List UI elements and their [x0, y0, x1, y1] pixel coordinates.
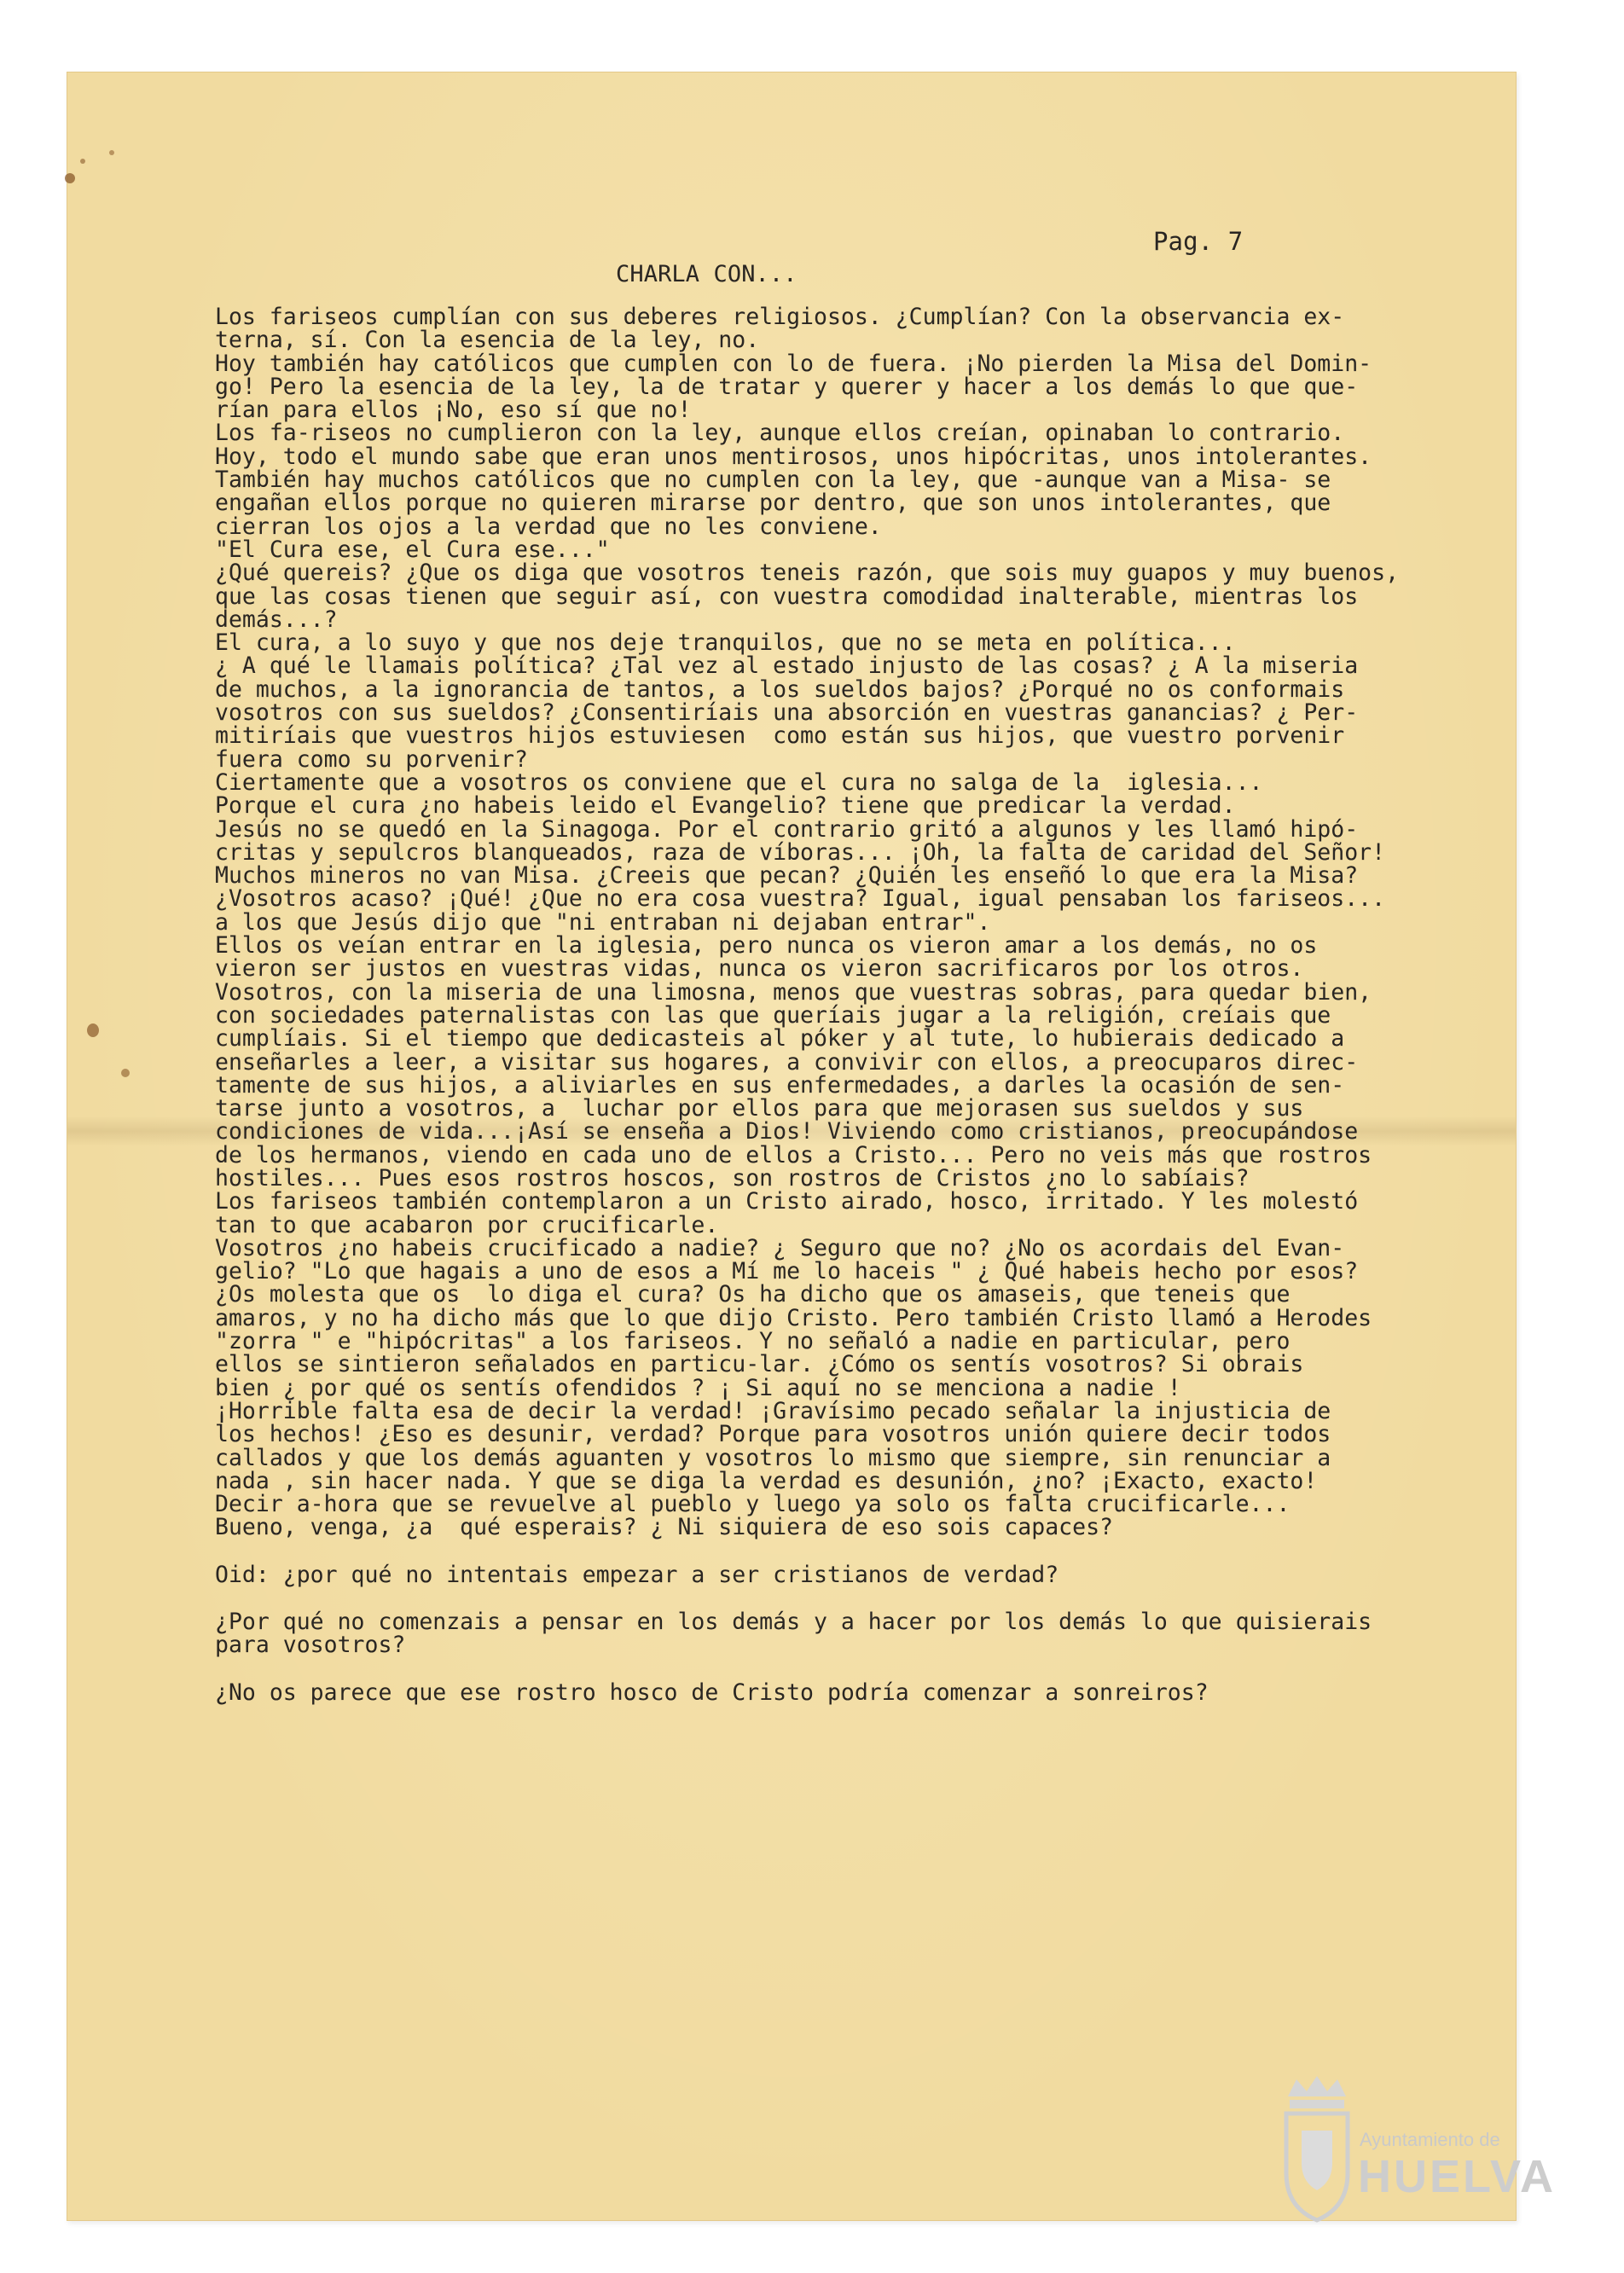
- paragraph-por-que-line: para vosotros?: [215, 1632, 406, 1659]
- paragraph-por-que-line: ¿Por qué no comenzais a pensar en los demás y a hacer por los demás lo que quisierais: [215, 1609, 1372, 1636]
- text-line: bien ¿ por qué os sentís ofendidos ? ¡ Si aquí no se menciona a nadie !: [215, 1374, 1181, 1401]
- rust-stain: [109, 150, 114, 155]
- text-line: de los hermanos, viendo en cada uno de ellos a Cristo... Pero no veis más que rostros: [215, 1141, 1372, 1168]
- text-line: nada , sin hacer nada. Y que se diga la verdad es desunión, ¿no? ¡Exacto, exacto!: [215, 1467, 1318, 1494]
- text-line: callados y que los demás aguanten y vosotros lo mismo que siempre, sin renunciar a: [215, 1444, 1331, 1471]
- text-line: fuera como su porvenir?: [215, 745, 528, 773]
- document-body: [215, 305, 1477, 1704]
- text-line: engañan ellos porque no quieren mirarse por dentro, que son unos intolerantes, que: [215, 490, 1331, 517]
- text-line: ¿ A qué le llamais política? ¿Tal vez al estado injusto de las cosas? ¿ A la miseria: [215, 652, 1359, 680]
- text-line: condiciones de vida...¡Así se enseña a Dios! Viviendo como cristianos, preocupándose: [215, 1118, 1359, 1145]
- text-line: Ellos os veían entrar en la iglesia, pero nunca os vieron amar a los demás, no os: [215, 932, 1318, 960]
- text-line: con sociedades paternalistas con las que queríais jugar a la religión, creíais que: [215, 1001, 1331, 1029]
- text-line: amaros, y no ha dicho más que lo que dijo Cristo. Pero también Cristo llamó a Herodes: [215, 1304, 1372, 1331]
- rust-stain: [80, 159, 85, 164]
- text-line: Vosotros, con la miseria de una limosna, menos que vuestras sobras, para quedar bien,: [215, 978, 1372, 1006]
- text-line: El cura, a lo suyo y que nos deje tranquilos, que no se meta en política...: [215, 629, 1236, 657]
- text-line: hostiles... Pues esos rostros hoscos, son rostros de Cristos ¿no lo sabíais?: [215, 1164, 1250, 1192]
- text-line: Los fa-riseos no cumplieron con la ley, aunque ellos creían, opinaban lo contrario.: [215, 420, 1345, 447]
- text-line: Bueno, venga, ¿a qué esperais? ¿ Ni siquiera de eso sois capaces?: [215, 1514, 1113, 1541]
- text-line: ellos se sintieron señalados en particu-lar. ¿Cómo os sentís vosotros? Si obrais: [215, 1351, 1304, 1378]
- rust-stain: [121, 1069, 130, 1077]
- text-line: Jesús no se quedó en la Sinagoga. Por el contrario gritó a algunos y les llamó hipó-: [215, 815, 1359, 843]
- text-line: Hoy también hay católicos que cumplen con lo de fuera. ¡No pierden la Misa del Domin-: [215, 350, 1372, 377]
- text-line: tan to que acabaron por crucificarle.: [215, 1211, 719, 1238]
- text-line: de muchos, a la ignorancia de tantos, a los sueldos bajos? ¿Porqué no os conformais: [215, 676, 1345, 703]
- text-line: Los fariseos cumplían con sus deberes religiosos. ¿Cumplían? Con la observancia ex-: [215, 304, 1345, 330]
- paragraph-final: ¿No os parece que ese rostro hosco de Cristo podría comenzar a sonreiros?: [215, 1679, 1209, 1706]
- rust-stain: [65, 173, 75, 183]
- text-line: "El Cura ese, el Cura ese...": [215, 536, 610, 563]
- text-line: vieron ser justos en vuestras vidas, nunca os vieron sacrificaros por los otros.: [215, 955, 1304, 983]
- text-line: enseñarles a leer, a visitar sus hogares, a convivir con ellos, a preocuparos direc-: [215, 1048, 1359, 1076]
- text-line: Muchos mineros no van Misa. ¿Creeis que pecan? ¿Quién les enseñó lo que era la Misa?: [215, 862, 1359, 890]
- text-line: los hechos! ¿Eso es desunir, verdad? Porque para vosotros unión quiere decir todos: [215, 1421, 1331, 1448]
- huelva-crest-icon: [1271, 2062, 1556, 2233]
- text-line: rían para ellos ¡No, eso sí que no!: [215, 397, 692, 424]
- text-line: ¿Os molesta que os lo diga el cura? Os ha dicho que os amaseis, que teneis que: [215, 1281, 1290, 1308]
- text-line: terna, sí. Con la esencia de la ley, no.: [215, 327, 760, 354]
- text-line: tarse junto a vosotros, a luchar por ellos para que mejorasen sus sueldos y sus: [215, 1095, 1304, 1122]
- text-line: Decir a-hora que se revuelve al pueblo y luego ya solo os falta crucificarle...: [215, 1491, 1290, 1518]
- text-line: Ciertamente que a vosotros os conviene que el cura no salga de la iglesia...: [215, 768, 1263, 796]
- document-title: CHARLA CON...: [616, 261, 798, 287]
- text-line: También hay muchos católicos que no cumplen con la ley, que -aunque van a Misa- se: [215, 467, 1331, 494]
- text-line: que las cosas tienen que seguir así, con vuestra comodidad inalterable, mientras los: [215, 583, 1359, 610]
- text-line: ¿Qué quereis? ¿Que os diga que vosotros teneis razón, que sois muy guapos y muy buenos,: [215, 560, 1400, 587]
- watermark-line2: HUELVA: [1358, 2151, 1556, 2202]
- text-line: cierran los ojos a la verdad que no les conviene.: [215, 513, 882, 540]
- text-line: vosotros con sus sueldos? ¿Consentiríais una absorción en vuestras ganancias? ¿ Per-: [215, 699, 1359, 727]
- paragraph-oid: Oid: ¿por qué no intentais empezar a ser cristianos de verdad?: [215, 1561, 1059, 1588]
- text-line: go! Pero la esencia de la ley, la de tratar y querer y hacer a los demás lo que que-: [215, 373, 1359, 400]
- text-line: mitiríais que vuestros hijos estuviesen como están sus hijos, que vuestro porvenir: [215, 722, 1345, 750]
- text-line: Porque el cura ¿no habeis leido el Evangelio? tiene que predicar la verdad.: [215, 792, 1236, 820]
- text-line: ¿Vosotros acaso? ¡Qué! ¿Que no era cosa vuestra? Igual, igual pensaban los fariseos...: [215, 885, 1386, 913]
- text-line: critas y sepulcros blanqueados, raza de víboras... ¡Oh, la falta de caridad del Señor!: [215, 838, 1386, 866]
- text-line: demás...?: [215, 606, 338, 633]
- watermark-line1: Ayuntamiento de: [1360, 2129, 1500, 2150]
- text-line: gelio? "Lo que hagais a uno de esos a Mí me lo haceis " ¿ Qué habeis hecho por esos?: [215, 1258, 1359, 1285]
- text-line: tamente de sus hijos, a aliviarles en sus enfermedades, a darles la ocasión de sen-: [215, 1071, 1345, 1099]
- paragraph-gap: [215, 1586, 1477, 1610]
- text-line: a los que Jesús dijo que "ni entraban ni dejaban entrar".: [215, 908, 991, 936]
- paragraph-gap: [215, 1539, 1477, 1563]
- text-line: Hoy, todo el mundo sabe que eran unos mentirosos, unos hipócritas, unos intolerantes.: [215, 443, 1372, 470]
- text-line: cumplíais. Si el tiempo que dedicasteis al póker y al tute, lo hubierais dedicado a: [215, 1025, 1345, 1052]
- text-line: Vosotros ¿no habeis crucificado a nadie? ¿ Seguro que no? ¿No os acordais del Evan-: [215, 1234, 1345, 1261]
- text-line: ¡Horrible falta esa de decir la verdad! ¡Gravísimo pecado señalar la injusticia de: [215, 1397, 1331, 1424]
- page-number: Pag. 7: [1153, 227, 1244, 256]
- text-line: "zorra " e "hipócritas" a los fariseos. Y no señaló a nadie en particular, pero: [215, 1328, 1290, 1355]
- watermark-logo: [1271, 2062, 1556, 2233]
- rust-stain: [87, 1023, 99, 1037]
- text-line: Los fariseos también contemplaron a un Cristo airado, hosco, irritado. Y les molestó: [215, 1188, 1359, 1215]
- paragraph-gap: [215, 1657, 1477, 1681]
